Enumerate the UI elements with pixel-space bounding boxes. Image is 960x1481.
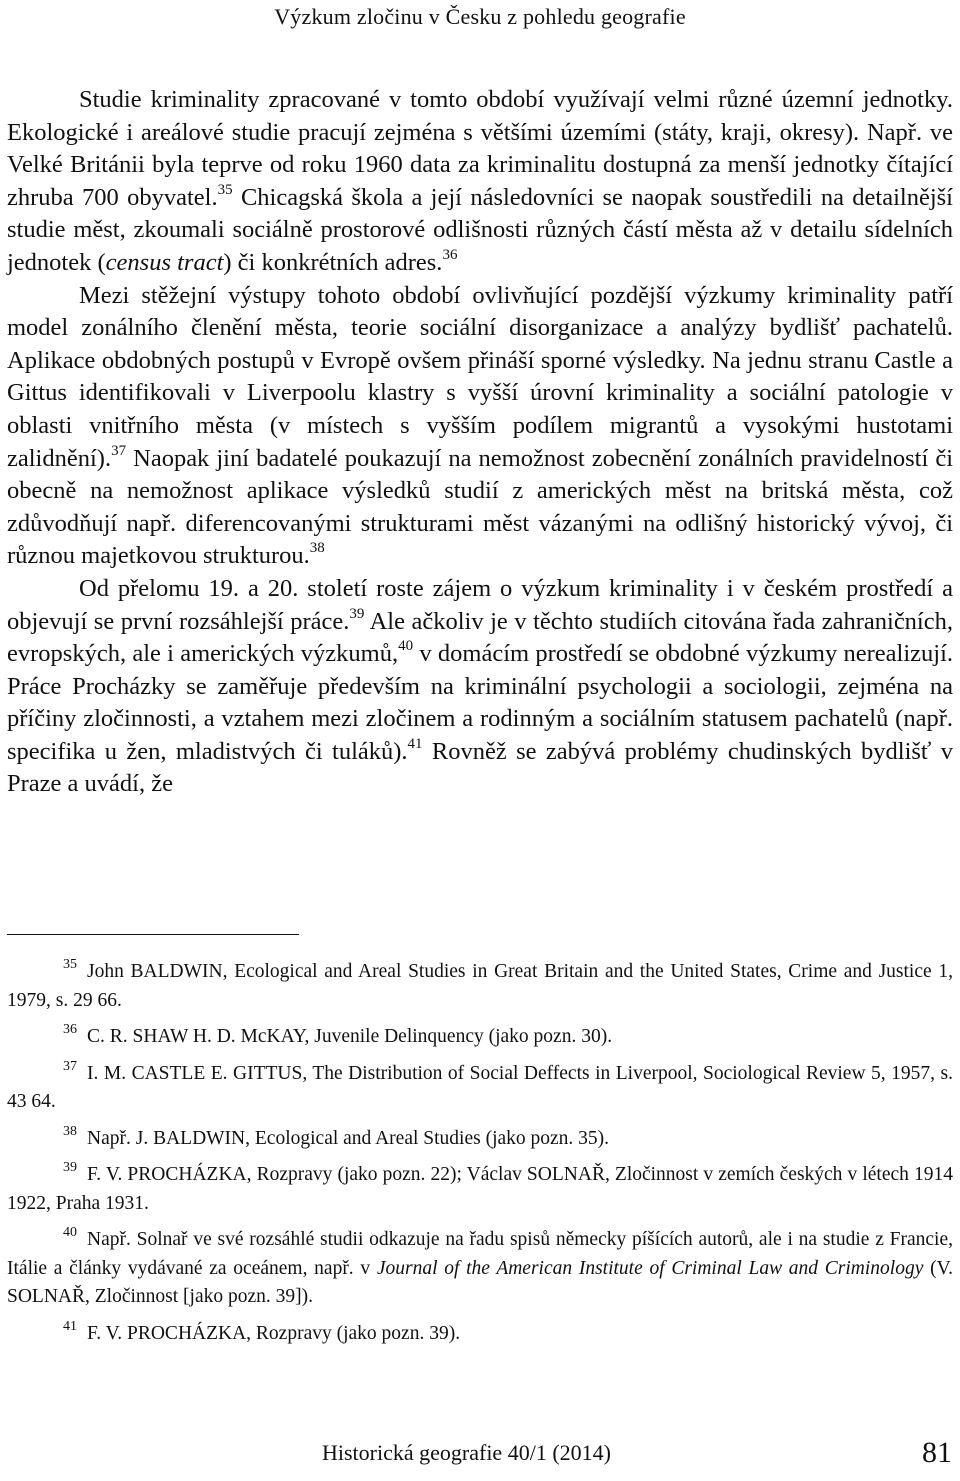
footnote-ref-37[interactable]: 37 [111, 442, 127, 459]
footnote-ref-38[interactable]: 38 [309, 540, 325, 557]
footnote-38: $^{38}$ Např. J. BALDWIN, Ecological and Areal Studies (jako pozn. 35). [63, 1123, 610, 1149]
journal-title: Journal of the American Institute of Criminal Law and Criminology [376, 1257, 924, 1279]
footnotes [7, 958, 953, 1356]
paragraph-1: Studie kriminality zpracované v tomto období využívají velmi různé územní jednotky. Ekologické i areálové studie pracují zejména s většími územími (státy, kraji, okresy). Např. ve Velké Británii byla teprve od roku 1960 data za kriminalitu dostupná za menší jednotky čítající zhruba 700 obyvatel.$^{35}$ Chicagská škola a její následovníci se naopak soustředili na detailnější studie měst, zkoumali sociálně prostorové odlišnosti různých částí města až v detailu sídelních jednotek (census tract) či konkrétních adres.$^{36}$ [7, 86, 953, 276]
footnote-40: $^{40}$ Např. Solnař ve své rozsáhlé studii odkazuje na řadu spisů německy píšících autorů, ale i na studie z Francie, Itálie a články vydávané za oceánem, např. v Journal of the American Institute of Criminal Law and Criminology (V. SOLNAŘ, Zločinnost [jako pozn. 39]). [7, 1225, 954, 1307]
footnote-41: $^{41}$ F. V. PROCHÁZKA, Rozpravy (jako pozn. 39). [63, 1318, 461, 1344]
footnote-ref-35[interactable]: 35 [217, 181, 233, 198]
footnote-ref-40[interactable]: 40 [398, 638, 414, 655]
census-tract-term: census tract [105, 248, 224, 276]
running-title: Výzkum zločinu v Česku z pohledu geografie [274, 4, 686, 29]
footnote-37: $^{37}$ I. M. CASTLE E. GITTUS, The Distribution of Social Deffects in Liverpool, Sociological Review 5, 1957, s. 43 64. [7, 1058, 953, 1112]
body-text [7, 84, 953, 801]
paragraph-3: Od přelomu 19. a 20. století roste zájem o výzkum kriminality i v českém prostředí a objevují se první rozsáhlejší práce.$^{39}$ Ale ačkoliv je v těchto studiích citována řada zahraničních, evropských, ale i amerických výzkumů,$^{40}$ v domácím prostředí se obdobné výzkumy nerealizují. Práce Procházky se zaměřuje především na kriminální psychologii a sociologii, zejména na příčiny zločinnosti, a vztahem mezi zločinem a rodinným a sociálním statusem pachatelů (např. specifika u žen, mladistvých či tuláků).$^{41}$ Rovněž se zabývá problémy chudinských bydlišť v Praze a uvádí, že [7, 574, 953, 798]
paragraph-2: Mezi stěžejní výstupy tohoto období ovlivňující pozdější výzkumy kriminality patří model zonálního členění města, teorie sociální disorganizace a analýzy bydlišť pachatelů. Aplikace obdobných postupů v Evropě ovšem přináší sporné výsledky. Na jednu stranu Castle a Gittus identifikovali v Liverpoolu klastry s vyšší úrovní kriminality a sociální patologie v oblasti vnitřního města (v místech s vyšším podílem migrantů a vysokými hustotami zalidnění).$^{37}$ Naopak jiní badatelé poukazují na nemožnost zobecnění zonálních pravidelností či obecně na nemožnost aplikace výsledků studií z amerických měst na britská města, což zdůvodňují např. diferencovanými strukturami měst vázanými na odlišný historický vývoj, či různou majetkovou strukturou.$^{38}$ [7, 281, 953, 570]
page-number: 81 [922, 1436, 952, 1469]
footnote-separator [7, 934, 299, 935]
footnote-39: $^{39}$ F. V. PROCHÁZKA, Rozpravy (jako pozn. 22); Václav SOLNAŘ, Zločinnost v zemích českých v létech 1914 1922, Praha 1931. [7, 1160, 953, 1214]
page-footer [0, 1436, 960, 1476]
footnote-ref-36[interactable]: 36 [442, 246, 458, 263]
journal-citation: Historická geografie 40/1 (2014) [322, 1440, 611, 1465]
footnote-ref-41[interactable]: 41 [407, 735, 423, 752]
footnote-36: $^{36}$ C. R. SHAW H. D. McKAY, Juvenile Delinquency (jako pozn. 30). [63, 1022, 613, 1047]
footnote-35: $^{35}$ John BALDWIN, Ecological and Areal Studies in Great Britain and the United States, Crime and Justice 1, 1979, s. 29 66. [7, 957, 953, 1011]
footnote-ref-39[interactable]: 39 [349, 605, 365, 622]
